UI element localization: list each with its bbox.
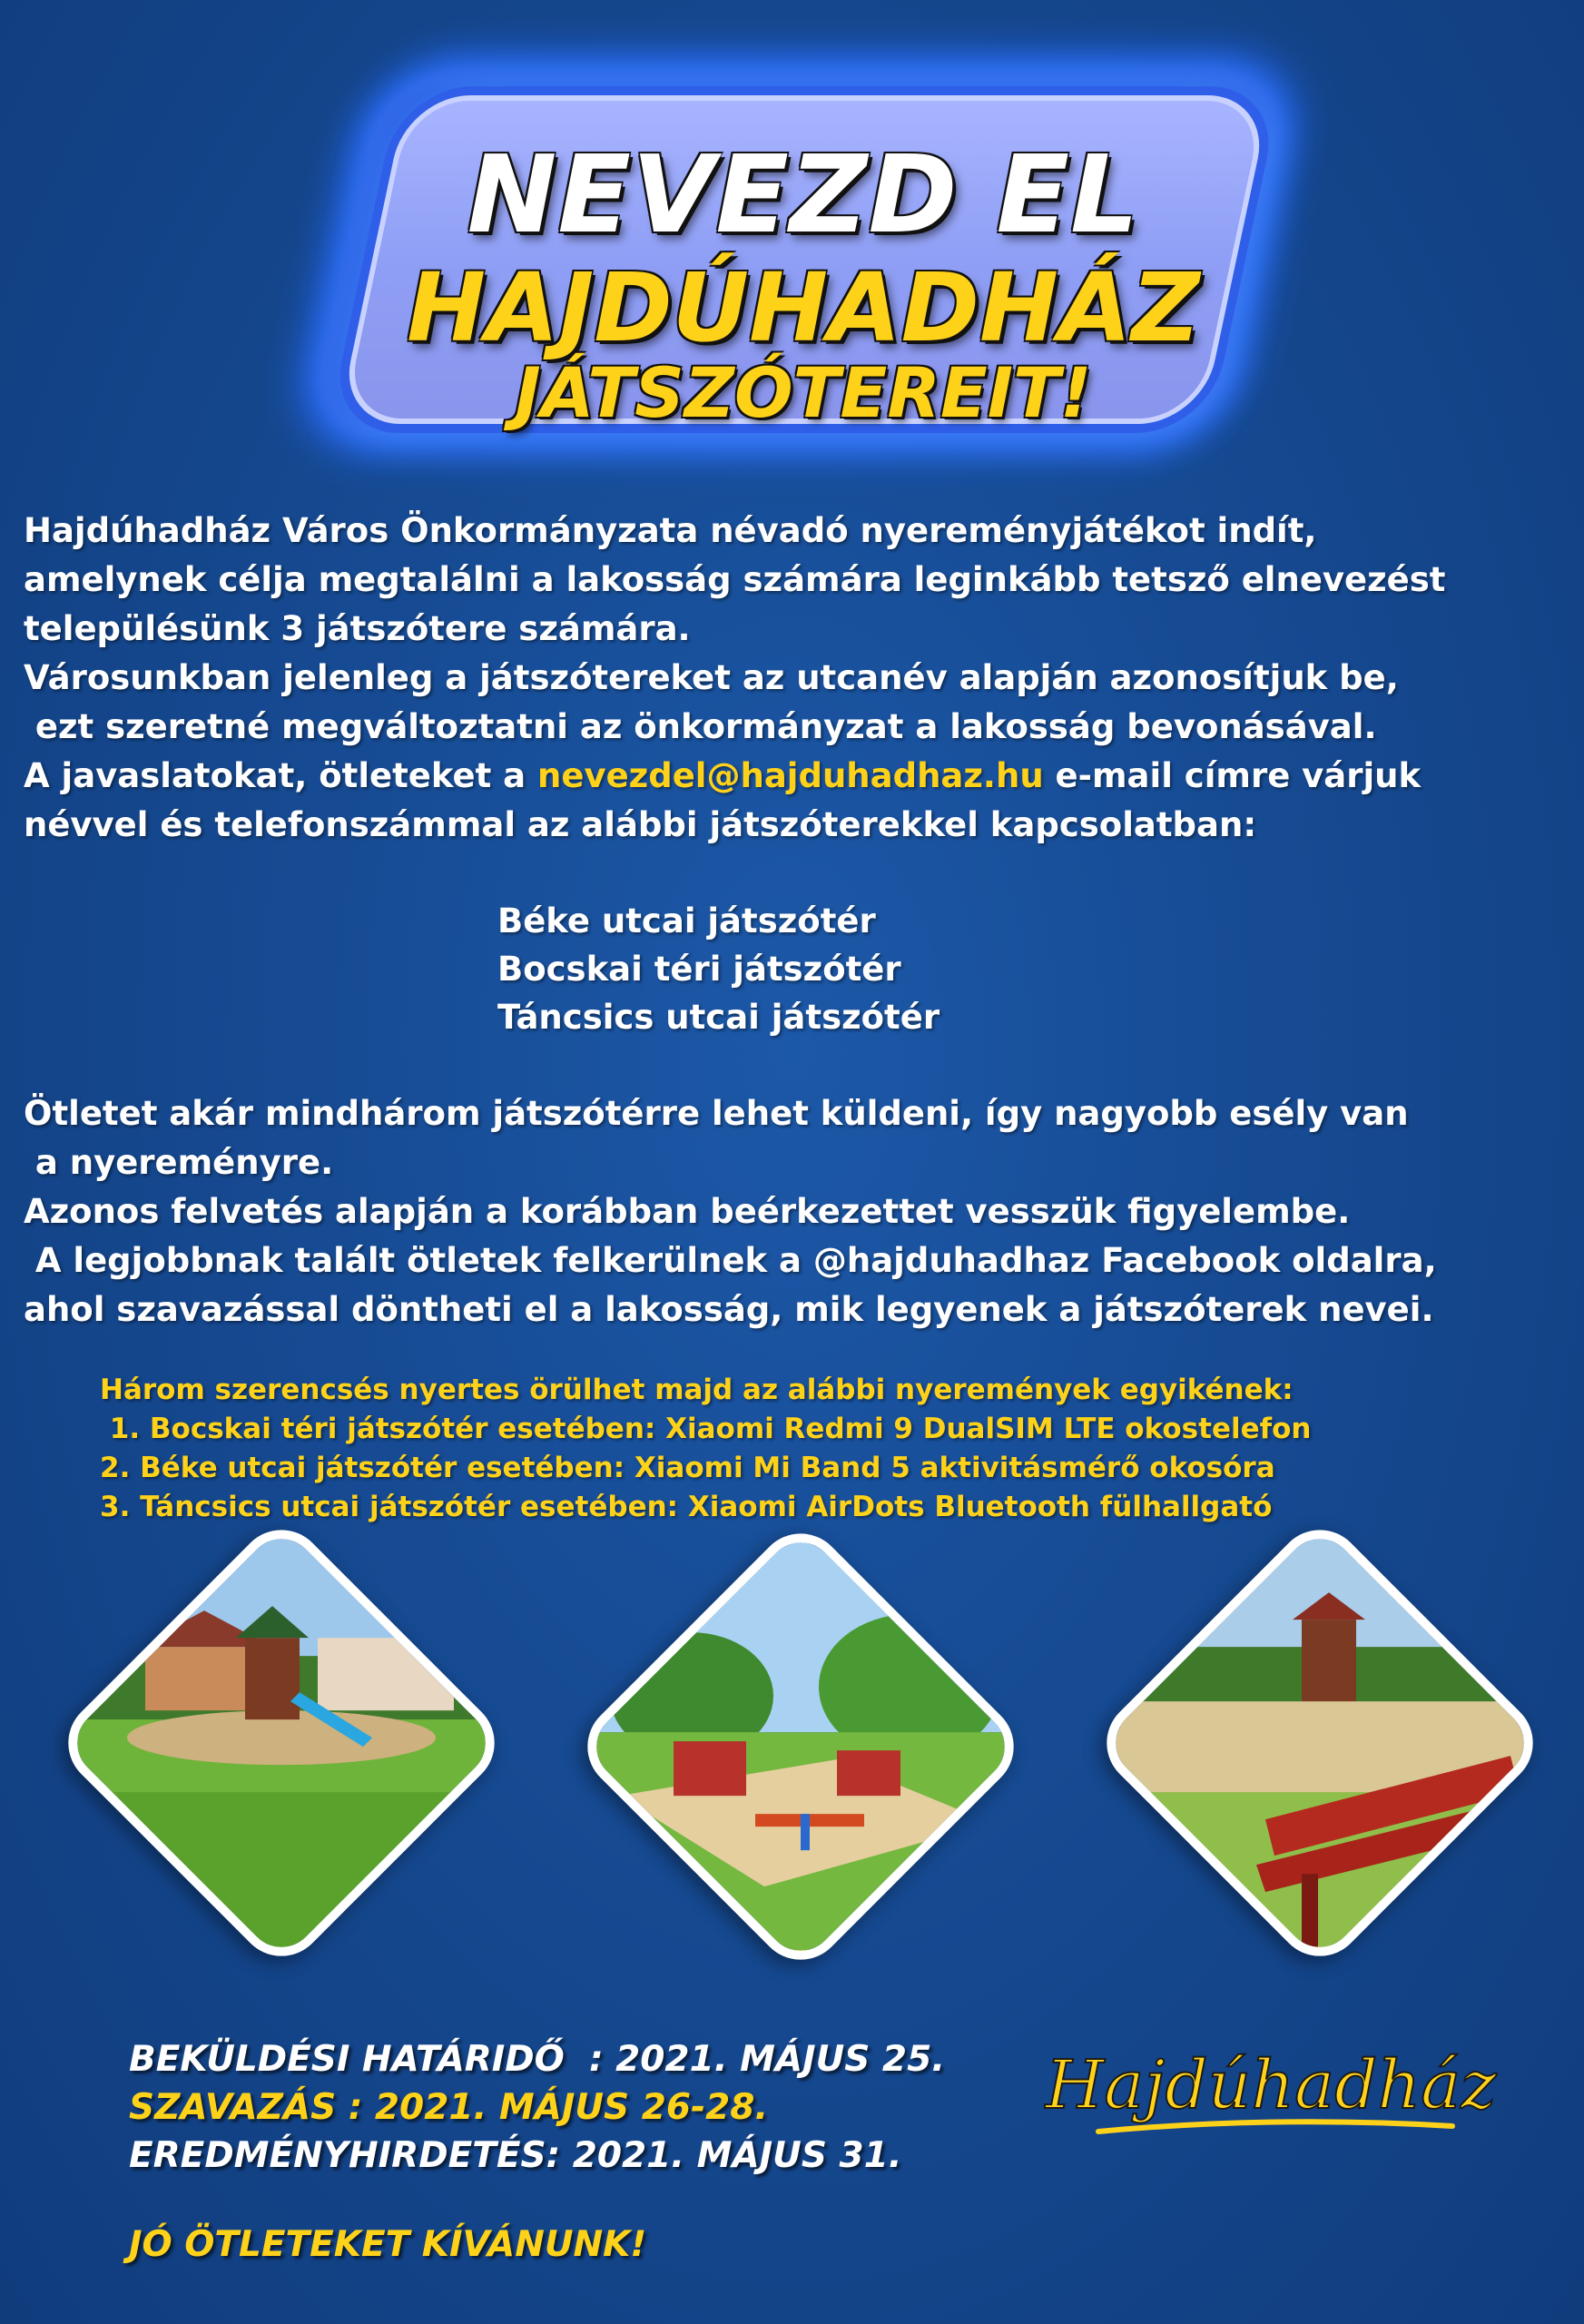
playground-photo-2 bbox=[569, 1515, 1031, 1977]
playground-photo-1 bbox=[50, 1512, 512, 1974]
rules-line: a nyereményre. bbox=[24, 1143, 334, 1182]
intro-line: amelynek célja megtalálni a lakosság számára leginkább tetsző elnevezést bbox=[24, 560, 1446, 599]
intro-line-text: A javaslatokat, ötleteket a bbox=[24, 756, 538, 795]
prizes-block bbox=[100, 1371, 1311, 1527]
intro-line-text: e-mail címre várjuk bbox=[1043, 756, 1422, 795]
prize-item: 3. Táncsics utcai játszótér esetében: Xiaomi AirDots Bluetooth fülhallgató bbox=[100, 1491, 1273, 1523]
prize-item: 1. Bocskai téri játszótér esetében: Xiaomi Redmi 9 DualSIM LTE okostelefon bbox=[100, 1413, 1312, 1445]
title-banner bbox=[309, 45, 1298, 472]
rules-paragraph bbox=[24, 1089, 1576, 1334]
email-link[interactable]: nevezdel@hajduhadhaz.hu bbox=[537, 756, 1044, 795]
logo-text: Hajdúhadház bbox=[1045, 2046, 1497, 2124]
playground-item: Bocskai téri játszótér bbox=[497, 950, 901, 989]
intro-line: településünk 3 játszótere számára. bbox=[24, 609, 691, 648]
playground-list bbox=[497, 897, 940, 1041]
playground-item: Táncsics utcai játszótér bbox=[497, 998, 940, 1037]
banner-title-line1: NEVEZD EL bbox=[467, 132, 1140, 257]
rules-line: ahol szavazással döntheti el a lakosság, mik legyenek a játszóterek nevei. bbox=[24, 1290, 1434, 1329]
intro-line: Városunkban jelenleg a játszótereket az utcanév alapján azonosítjuk be, bbox=[24, 658, 1399, 697]
banner-title-line2: HAJDÚHADHÁZ bbox=[407, 252, 1200, 363]
intro-line: Hajdúhadház Város Önkormányzata névadó nyereményjátékot indít, bbox=[24, 511, 1317, 550]
banner-title-line3: JÁTSZÓTEREIT! bbox=[515, 352, 1092, 433]
prizes-heading: Három szerencsés nyertes örülhet majd az alábbi nyeremények egyikének: bbox=[100, 1374, 1294, 1406]
intro-line: ezt szeretné megváltoztatni az önkormányzat a lakosság bevonásával. bbox=[24, 707, 1377, 746]
closing-wish: JÓ ÖTLETEKET KÍVÁNUNK! bbox=[129, 2224, 647, 2265]
playground-photo-2-image bbox=[569, 1523, 1031, 1977]
playground-item: Béke utcai játszótér bbox=[497, 901, 876, 940]
rules-line: Ötletet akár mindhárom játszótérre lehet küldeni, így nagyobb esély van bbox=[24, 1094, 1409, 1133]
dates-block bbox=[129, 2035, 945, 2180]
playground-photo-3-image bbox=[1088, 1520, 1550, 1974]
results-text: EREDMÉNYHIRDETÉS: 2021. MÁJUS 31. bbox=[129, 2135, 902, 2176]
hajduhadhaz-logo bbox=[1044, 2024, 1498, 2161]
playground-photo-1-image bbox=[50, 1520, 512, 1974]
intro-line: névvel és telefonszámmal az alábbi játszóterekkel kapcsolatban: bbox=[24, 805, 1257, 844]
intro-line-email bbox=[24, 752, 1576, 801]
prize-item: 2. Béke utcai játszótér esetében: Xiaomi Mi Band 5 aktivitásmérő okosóra bbox=[100, 1452, 1275, 1484]
voting-text: SZAVAZÁS : 2021. MÁJUS 26-28. bbox=[129, 2087, 769, 2128]
intro-paragraph bbox=[24, 507, 1576, 850]
deadline-text: BEKÜLDÉSI HATÁRIDŐ : 2021. MÁJUS 25. bbox=[129, 2039, 946, 2080]
playground-photo-3 bbox=[1088, 1512, 1550, 1974]
rules-line: A legjobbnak talált ötletek felkerülnek a @hajduhadhaz Facebook oldalra, bbox=[24, 1241, 1437, 1280]
rules-line: Azonos felvetés alapján a korábban beérkezettet vesszük figyelembe. bbox=[24, 1192, 1351, 1231]
